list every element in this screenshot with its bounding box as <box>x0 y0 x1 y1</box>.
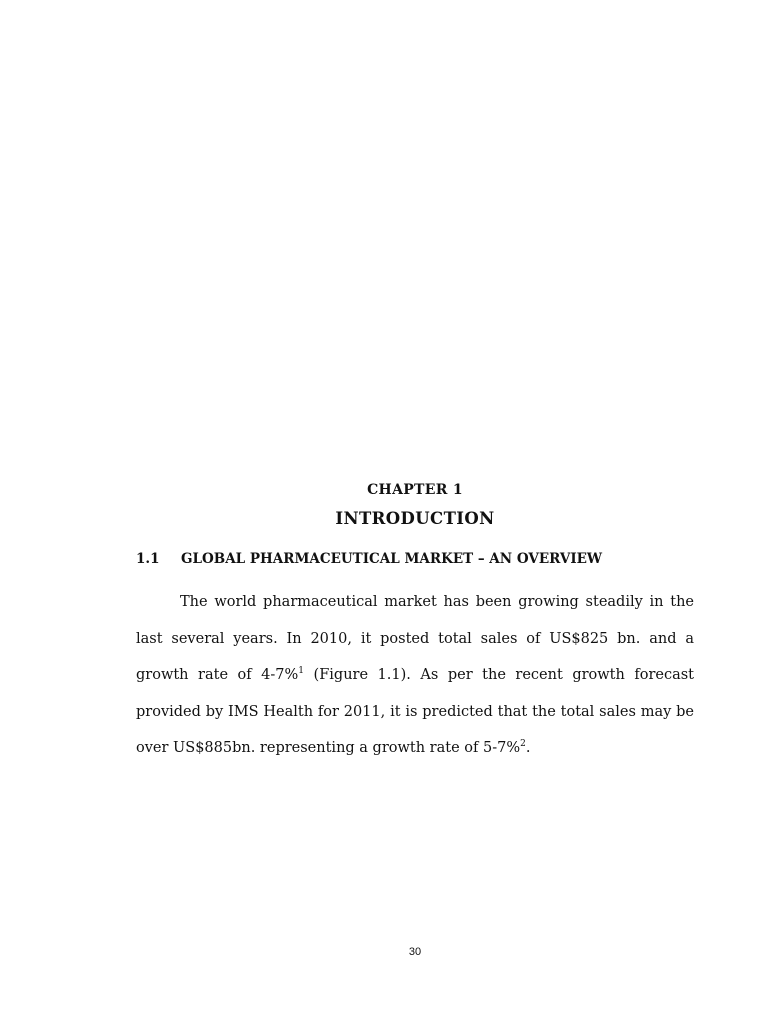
section-title: GLOBAL PHARMACEUTICAL MARKET – AN OVERVIEW <box>181 551 603 567</box>
section-number: 1.1 <box>136 551 160 567</box>
chapter-label: CHAPTER 1 <box>367 482 463 498</box>
footnote-ref-1: 1 <box>298 666 305 677</box>
paragraph-text-2: (Figure 1.1). As per the recent growth forecast provided by IMS Health for 2011, it is predicted that the total sales may be over US$885bn. representing a growth rate of 5-7% <box>136 667 694 756</box>
paragraph-text-3: . <box>525 740 531 756</box>
paragraph-text-1: The world pharmaceutical market has been growing steadily in the last several years. In 2010, it posted total sales of US$825 bn. and a growth rate of 4-7% <box>136 594 694 683</box>
chapter-title: INTRODUCTION <box>335 509 495 528</box>
body-paragraph <box>136 584 694 767</box>
section-heading <box>136 551 696 567</box>
page-number: 30 <box>408 946 422 958</box>
footnote-ref-2: 2 <box>520 739 526 750</box>
